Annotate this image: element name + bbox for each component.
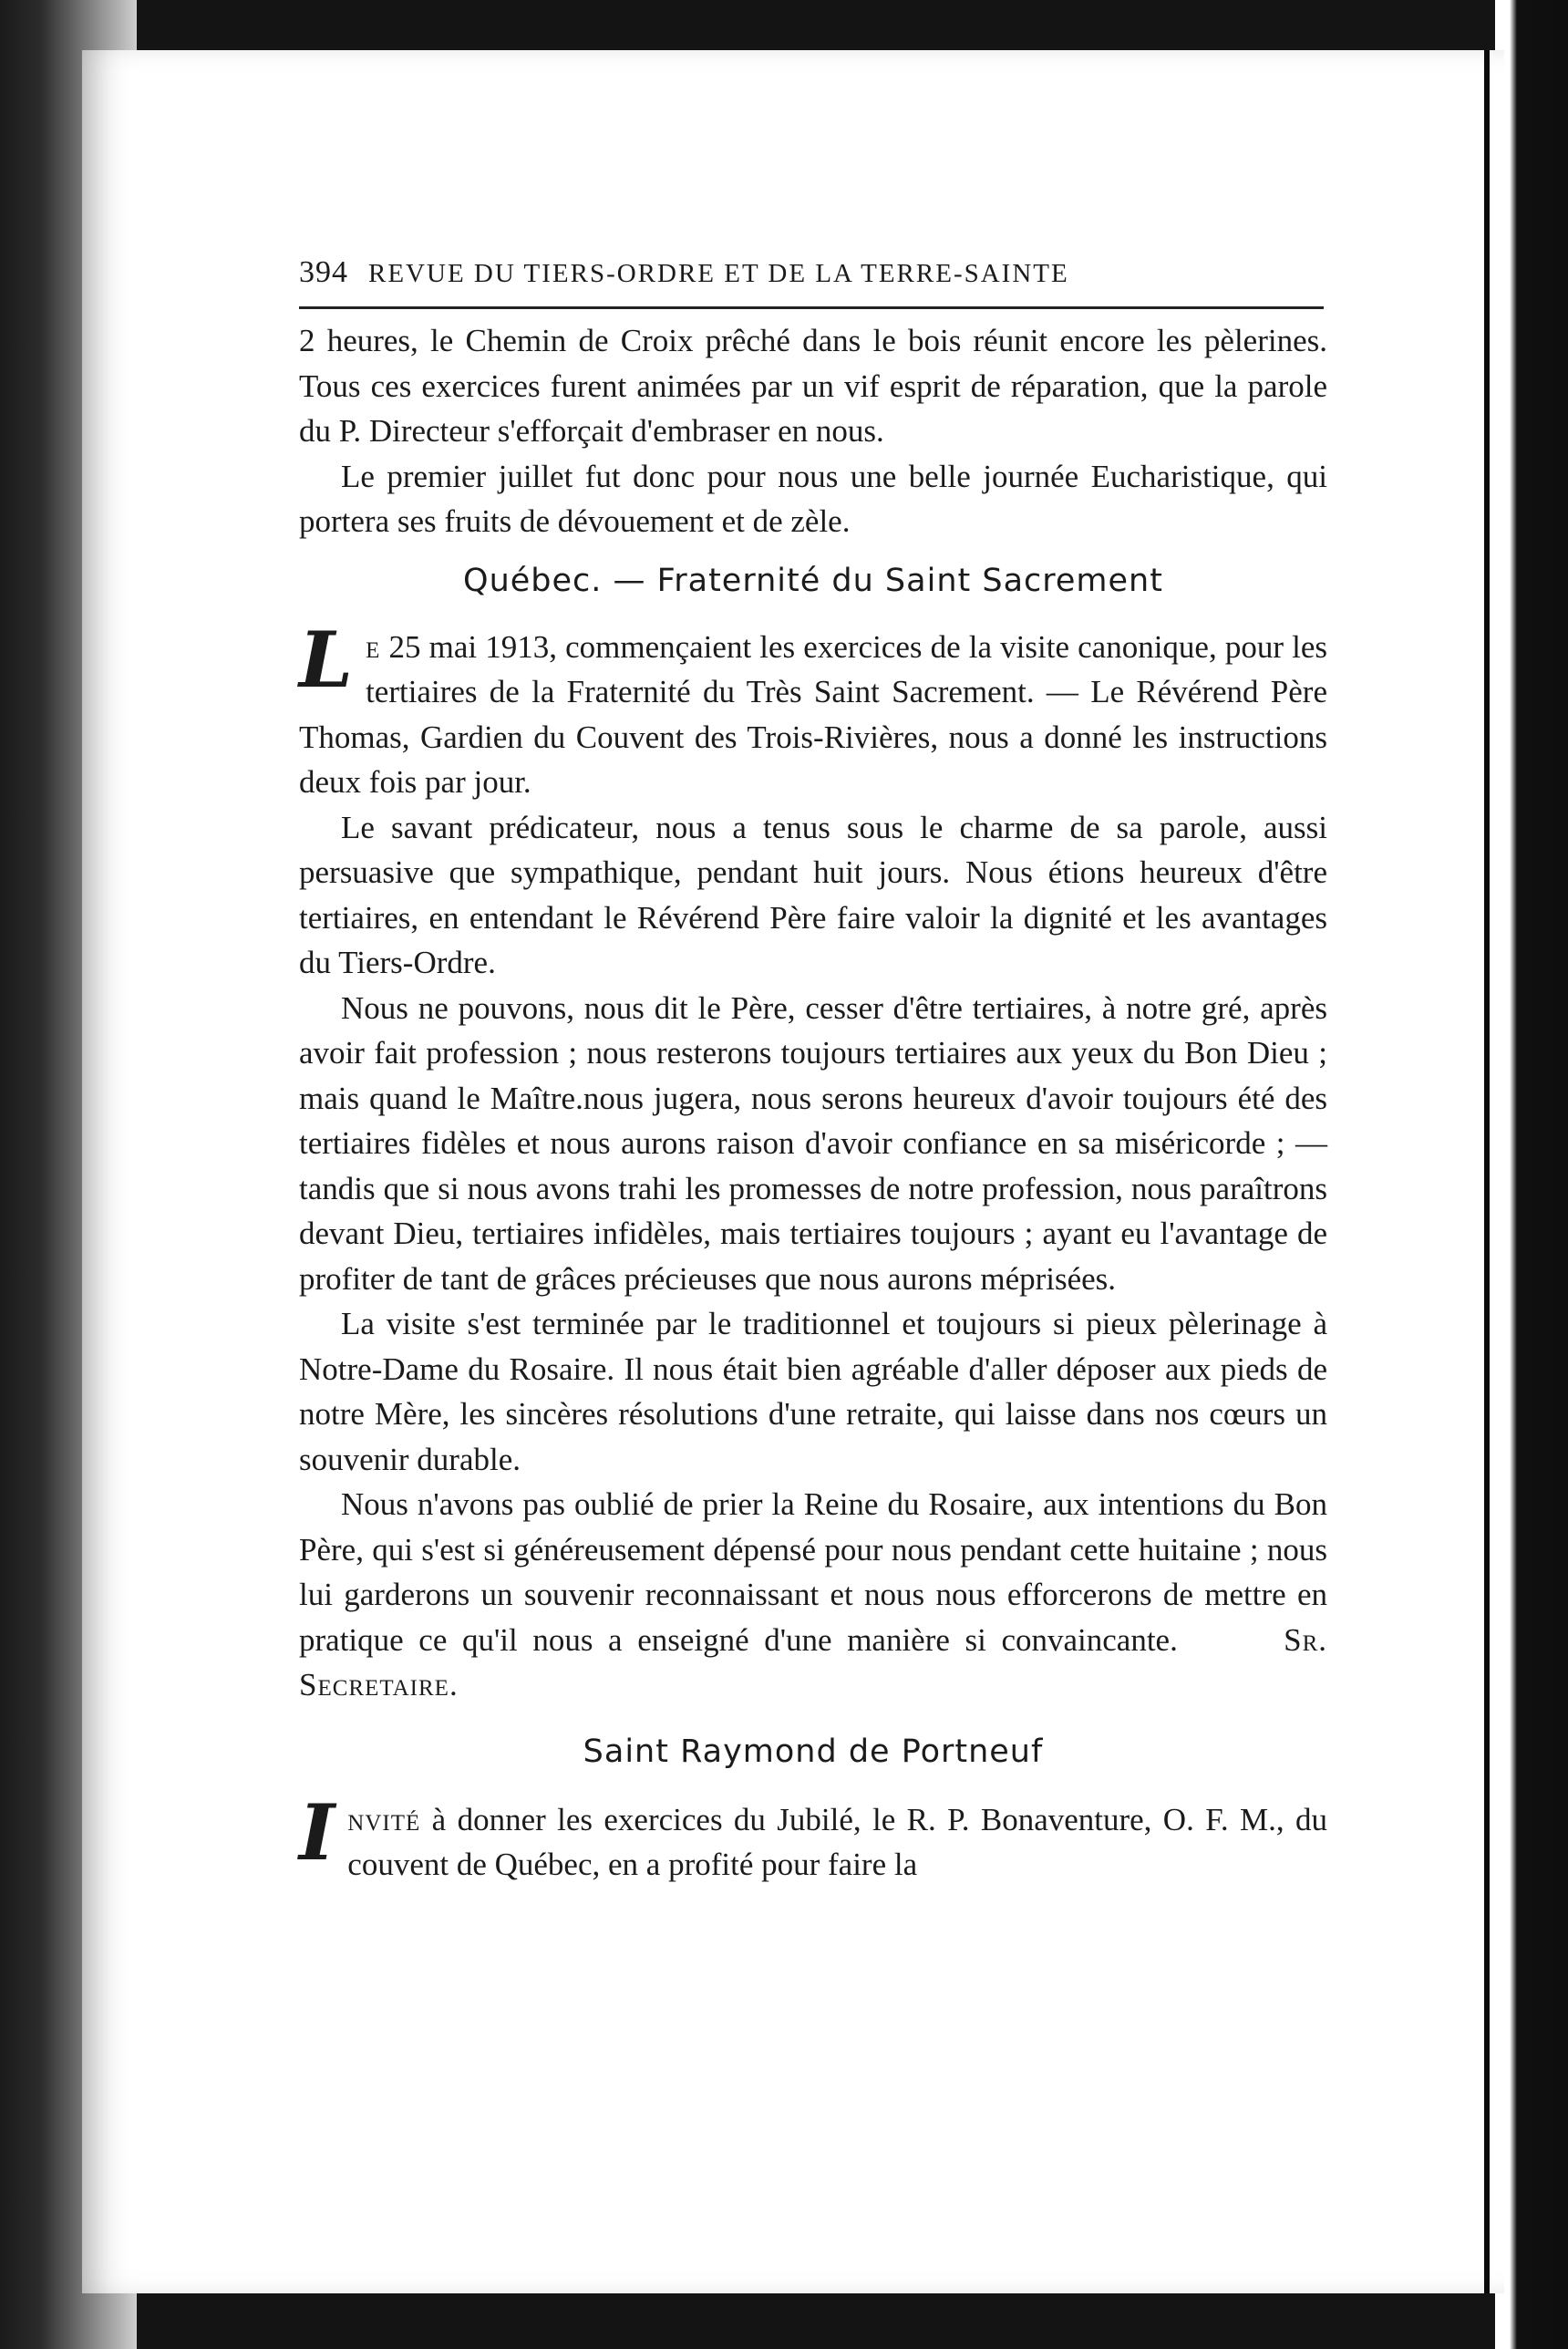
page-number: 394 (299, 255, 348, 289)
quebec-lead-caps: e (366, 628, 381, 665)
quebec-paragraph-2: Le savant prédicateur, nous a tenus sous le charme de sa parole, aussi persuasive que sympathique, pendant huit jours. Nous étions heureux d'être tertiaires, en entendant le Révérend Père faire valoir la dignité et les avantages du Tiers-Ordre. (299, 809, 1327, 980)
quebec-paragraph-3: Nous ne pouvons, nous dit le Père, cesser d'être tertiaires, à notre gré, après avoir fait profession ; nous resterons toujours tertiaires aux yeux du Bon Dieu ; mais quand le Maître.nous jugera, nous serons heureux d'avoir toujours été des tertiaires fidèles et nous aurons raison d'avoir confiance en sa miséricorde ; — tandis que si nous avons trahi les promesses de notre profession, nous paraîtrons devant Dieu, tertiaires infidèles, mais tertiaires toujours ; ayant eu l'avantage de profiter de tant de grâces précieuses que nous aurons méprisées. (299, 989, 1327, 1297)
text-column (299, 255, 1327, 1888)
portneuf-paragraph-1-text: à donner les exercices du Jubilé, le R. P. Bonaventure, O. F. M., du couvent de Québec, en a profité pour faire la (347, 1801, 1327, 1882)
quebec-paragraph-1-text: 25 mai 1913, commençaient les exercices de la visite canonique, pour les tertiaires de la Fraternité du Très Saint Sacrement. — Le Révérend Père Thomas, Gardien du Couvent des Trois-Rivières, nous a donné les instructions deux fois par jour. (299, 628, 1327, 800)
page-edge (1484, 50, 1490, 2293)
intro-paragraph-2: Le premier juillet fut donc pour nous une belle journée Eucharistique, qui portera ses fruits de dévouement et de zèle. (299, 458, 1327, 539)
quebec-paragraph-4: La visite s'est terminée par le traditionnel et toujours si pieux pèlerinage à Notre-Dame du Rosaire. Il nous était bien agréable d'aller déposer aux pieds de notre Mère, les sincères résolutions d'une retraite, qui laisse dans nos cœurs un souvenir durable. (299, 1306, 1327, 1477)
scan-right-margin (1495, 0, 1568, 2349)
portneuf-paragraph-1 (299, 1786, 1327, 1888)
quebec-paragraph-5-text: Nous n'avons pas oublié de prier la Reine du Rosaire, aux intentions du Bon Père, qui s'est si généreusement dépensé pour nous pendant cette huitaine ; nous lui garderons un souvenir reconnaissant et nous nous efforcerons de mettre en pratique ce qu'il nous a enseigné d'une manière si convaincante. (299, 1486, 1327, 1658)
intro-paragraph-1: 2 heures, le Chemin de Croix prêché dans le bois réunit encore les pèlerines. Tous ces exercices furent animées par un vif esprit de réparation, que la parole du P. Directeur s'efforçait d'embraser en nous. (299, 323, 1327, 449)
section-title-portneuf: Saint Raymond de Portneuf (583, 1733, 1044, 1770)
header-rule (299, 306, 1324, 309)
dropcap-l: L (299, 614, 354, 705)
section-title-quebec: Québec. — Fraternité du Saint Sacrement (463, 562, 1163, 599)
running-title: REVUE DU TIERS-ORDRE ET DE LA TERRE-SAINTE (368, 259, 1069, 288)
portneuf-lead-caps: nvité (347, 1801, 421, 1837)
quebec-paragraph-1 (299, 614, 1327, 805)
dropcap-i: I (299, 1786, 335, 1878)
signature: Sr. Secretaire. (299, 1621, 1327, 1702)
running-header (299, 255, 1327, 301)
quebec-paragraph-5 (299, 1482, 1327, 1708)
